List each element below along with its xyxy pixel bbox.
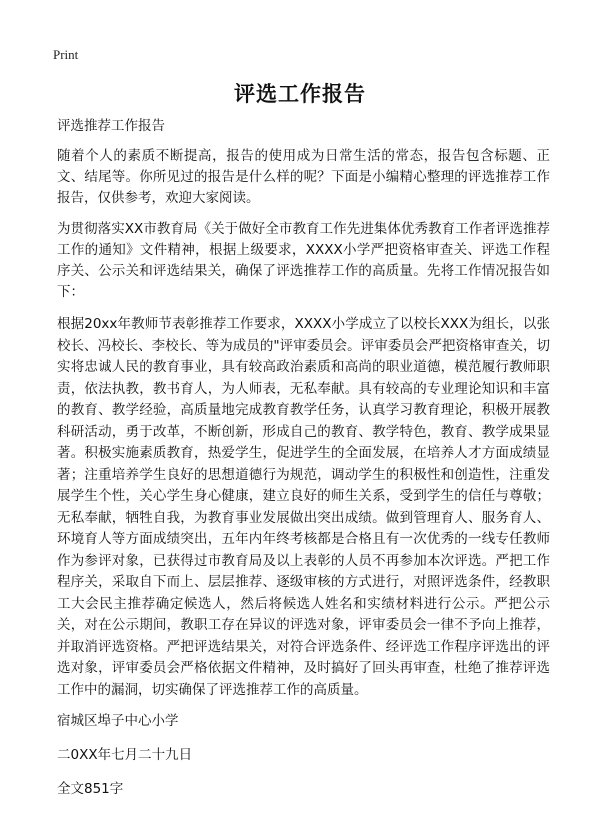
page-title: 评选工作报告 (234, 82, 366, 106)
signature: 宿城区埠子中心小学 (57, 713, 179, 729)
paragraph-intro: 随着个人的素质不断提高，报告的使用成为日常生活的常态，报告包含标题、正文、结尾等。你所见过的报告是什么样的呢？下面是小编精心整理的评选推荐工作报告，仅供参考，欢迎大家阅读。 (57, 148, 550, 206)
word-count: 全文851字 (57, 781, 124, 797)
document-body (57, 116, 550, 811)
print-label[interactable]: Print (53, 47, 79, 62)
document-subtitle: 评选推荐工作报告 (57, 118, 165, 134)
paragraph-purpose: 为贯彻落实XX市教育局《关于做好全市教育工作先进集体优秀教育工作者评选推荐工作的通知》文件精神，根据上级要求，XXXX小学严把资格审查关、评选工作程序关、公示关和评选结果关，确保了评选推荐工作的高质量。先将工作情况报告如下： (57, 221, 550, 300)
report-date: 二0XX年七月二十九日 (57, 747, 193, 763)
paragraph-main: 根据20xx年教师节表彰推荐工作要求，XXXX小学成立了以校长XXX为组长，以张校长、冯校长、李校长、等为成员的"评审委员会。评审委员会严把资格审查关，切实将忠诚人民的教育事业，具有较高政治素质和高尚的职业道德，模范履行教师职责，依法执教，教书育人，为人师表，无私奉献。具有较高的专业理论知识和丰富的教育、教学经验，高质量地完成教育教学任务，认真学习教育理论，积极开展教科研活动，勇于改革，不断创新，形成自己的教育、教学特色，教育、教学成果显著。积极实施素质教育，热爱学生，促进学生的全面发展，在培养人才方面成绩显著；注重培养学生良好的思想道德行为规范，调动学生的积极性和创造性，注重发展学生个性，关心学生身心健康，建立良好的师生关系，受到学生的信任与尊敬；无私奉献，牺牲自我，为教育事业发展做出突出成绩。做到管理育人、服务育人、环境育人等方面成绩突出，五年内年终考核都是合格且有一次优秀的一线专任教师作为参评对象，已获得过市教育局及以上表彰的人员不再参加本次评选。严把工作程序关，采取自下而上、层层推荐、逐级审核的方式进行，对照评选条件，经教职工大会民主推荐确定候选人，然后将候选人姓名和实绩材料进行公示。严把公示关，对在公示期间，教职工存在异议的评选对象，评审委员会一律不予向上推荐，并取消评选资格。严把评选结果关，对符合评选条件、经评选工作程序评选出的评选对象，评审委员会严格依据文件精神，及时搞好了回头再审查，杜绝了推荐评选工作中的漏洞，切实确保了评选推荐工作的高质量。 (57, 316, 550, 698)
